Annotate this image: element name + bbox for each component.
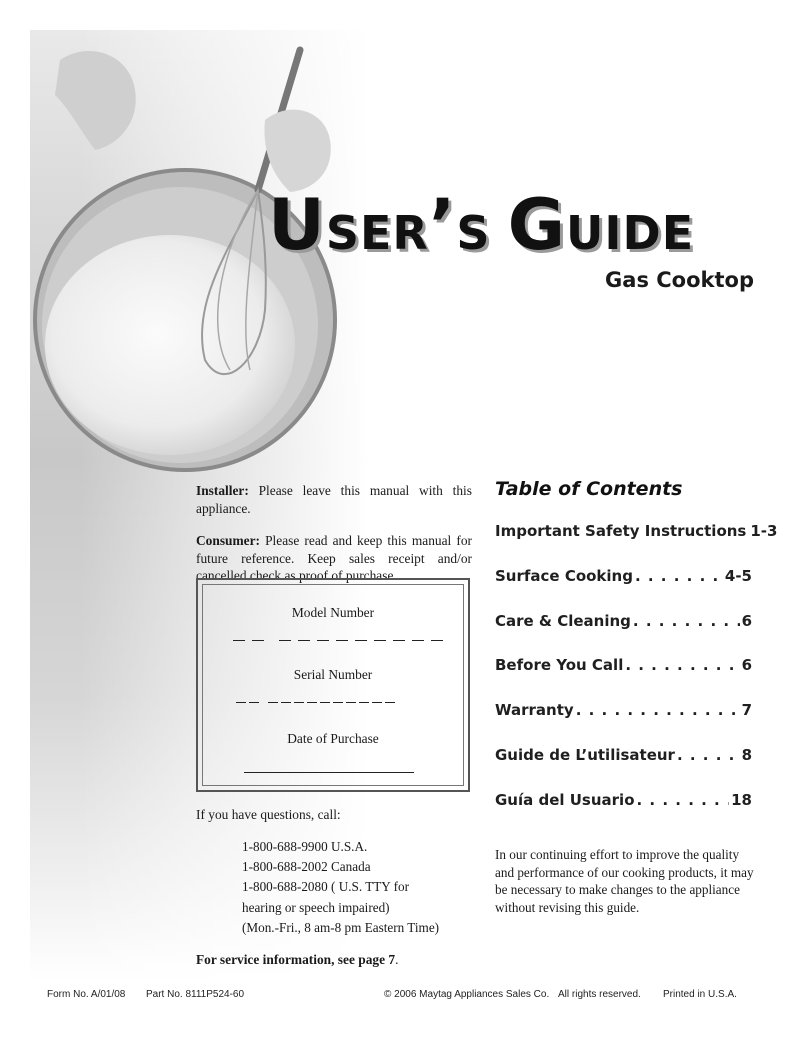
guide-title xyxy=(268,184,768,266)
phone-list xyxy=(242,837,439,938)
title-apostrophe: ’ xyxy=(428,184,457,266)
printed-in: Printed in U.S.A. xyxy=(663,989,737,1000)
date-of-purchase-label: Date of Purchase xyxy=(287,731,379,746)
toc-item-surface-cooking[interactable]: Surface Cooking . . . 4-5 xyxy=(495,567,752,612)
copyright: © 2006 Maytag Appliances Sales Co. xyxy=(384,989,550,1000)
installer-text: Please leave this manual with this appliance. xyxy=(196,483,472,516)
date-of-purchase-field[interactable] xyxy=(244,772,414,773)
toc-item-safety[interactable]: Important Safety Instructions 1-3 xyxy=(495,522,778,540)
service-info: For service information, see page 7. xyxy=(196,952,399,967)
table-of-contents xyxy=(495,522,778,836)
phone-hours: (Mon.-Fri., 8 am-8 pm Eastern Time) xyxy=(242,919,440,935)
phone-canada: 1-800-688-2002 Canada xyxy=(242,859,371,875)
title-u: U xyxy=(268,184,326,266)
consumer-label: Consumer: xyxy=(196,533,260,548)
footer xyxy=(0,989,802,1003)
toc-item-before-you-call[interactable]: Before You Call . . . 6 xyxy=(495,656,752,701)
consumer-text: Please read and keep this manual for future reference. Keep sales receipt and/or cancelled check as proof of purchase. xyxy=(196,533,472,583)
title-ser: SER xyxy=(325,206,429,260)
phone-tty-note: hearing or speech impaired) xyxy=(242,899,390,915)
form-number: Form No. A/01/08 xyxy=(47,989,126,1000)
product-record-box xyxy=(196,578,470,792)
questions-line: If you have questions, call: xyxy=(196,807,341,822)
guide-subtitle: Gas Cooktop xyxy=(605,268,754,292)
serial-number-label: Serial Number xyxy=(293,667,373,682)
toc-title: Table of Contents xyxy=(495,478,683,500)
improvement-notice: In our continuing effort to improve the quality and performance of our cooking products, it may be necessary to make changes to the appliance without revising this guide. xyxy=(495,847,754,915)
part-number: Part No. 8111P524-60 xyxy=(146,989,245,1000)
toc-item-warranty[interactable]: Warranty . . . 7 xyxy=(495,701,752,746)
title-s: S xyxy=(456,206,491,260)
rights-reserved: All rights reserved. xyxy=(558,989,641,1000)
phone-tty: 1-800-688-2080 ( U.S. TTY for xyxy=(242,879,410,895)
consumer-note xyxy=(196,532,472,585)
model-number-field[interactable] xyxy=(233,640,443,641)
toc-item-care-cleaning[interactable]: Care & Cleaning . . . 6 xyxy=(495,612,752,657)
installer-note xyxy=(196,482,472,517)
record-box-inner-border xyxy=(202,584,464,786)
phone-usa: 1-800-688-9900 U.S.A. xyxy=(242,839,368,854)
title-g: G xyxy=(507,184,567,266)
model-number-label: Model Number xyxy=(291,605,375,620)
installer-label: Installer: xyxy=(196,483,249,498)
service-info-text: For service information, see page 7 xyxy=(196,952,396,967)
serial-number-field[interactable] xyxy=(236,702,395,703)
toc-item-guide-francais[interactable]: Guide de L’utilisateur . . . 8 xyxy=(495,746,752,791)
toc-item-guia-espanol[interactable]: Guía del Usuario . . . 18 xyxy=(495,791,752,836)
title-uide: UIDE xyxy=(566,206,695,260)
